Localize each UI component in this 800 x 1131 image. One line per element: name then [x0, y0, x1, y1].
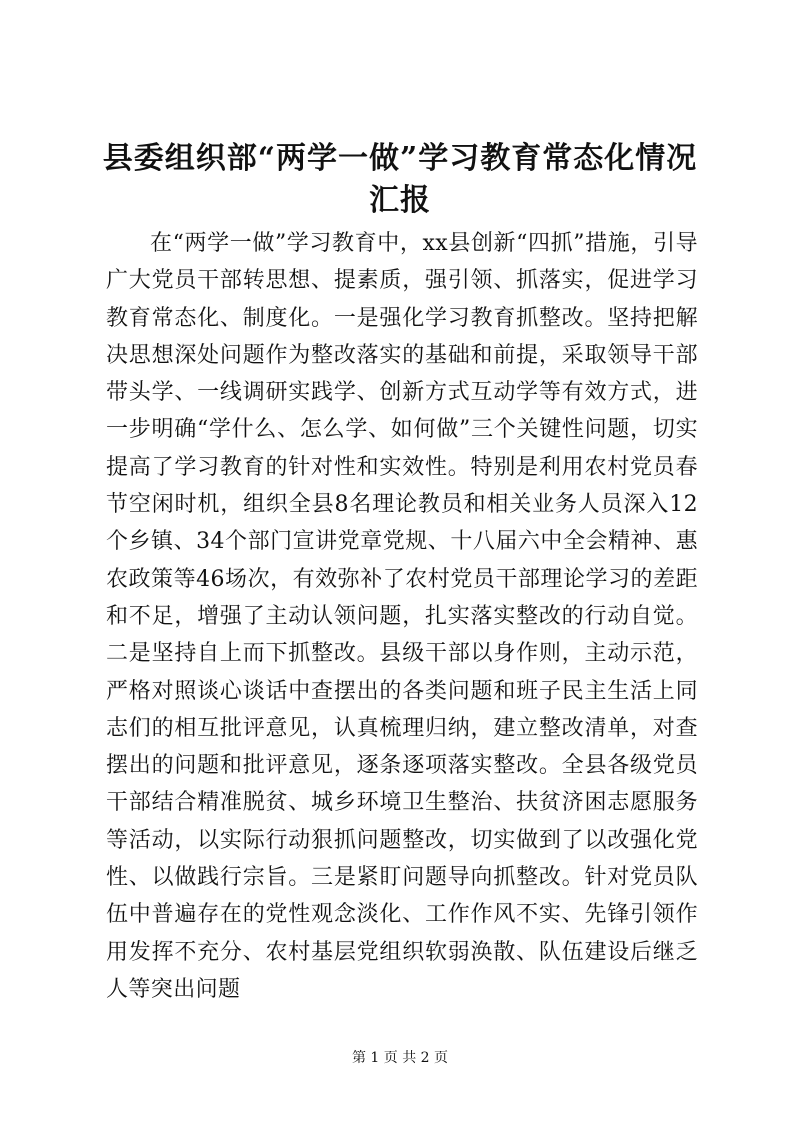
document-title: 县委组织部“两学一做”学习教育常态化情况汇报 [102, 141, 698, 218]
page-footer: 第 1 页 共 2 页 [351, 1050, 449, 1066]
document-body: 在“两学一做”学习教育中，xx县创新“四抓”措施，引导广大党员干部转思想、提素质，强引领、抓落实，促进学习教育常态化、制度化。一是强化学习教育抓整改。坚持把解决思想深处问题作为整改落实的基础和前提，采取领导干部带头学、一线调研实践学、创新方式互动学等有效方式，进一步明确“学什么、怎么学、如何做”三个关键性问题，切实提高了学习教育的针对性和实效性。特别是利用农村党员春节空闲时机，组织全县8名理论教员和相关业务人员深入12个乡镇、34个部门宣讲党章党规、十八届六中全会精神、惠农政策等46场次，有效弥补了农村党员干部理论学习的差距和不足，增强了主动认领问题，扎实落实整改的行动自觉。二是坚持自上而下抓整改。县级干部以身作则，主动示范，严格对照谈心谈话中查摆出的各类问题和班子民主生活上同志们的相互批评意见，认真梳理归纳，建立整改清单，对查摆出的问题和批评意见，逐条逐项落实整改。全县各级党员干部结合精准脱贫、城乡环境卫生整治、扶贫济困志愿服务等活动，以实际行动狠抓问题整改，切实做到了以改强化党性、以做践行宗旨。三是紧盯问题导向抓整改。针对党员队伍中普遍存在的党性观念淡化、工作作风不实、先锋引领作用发挥不充分、农村基层党组织软弱涣散、队伍建设后继乏人等突出问题 [106, 231, 698, 1002]
